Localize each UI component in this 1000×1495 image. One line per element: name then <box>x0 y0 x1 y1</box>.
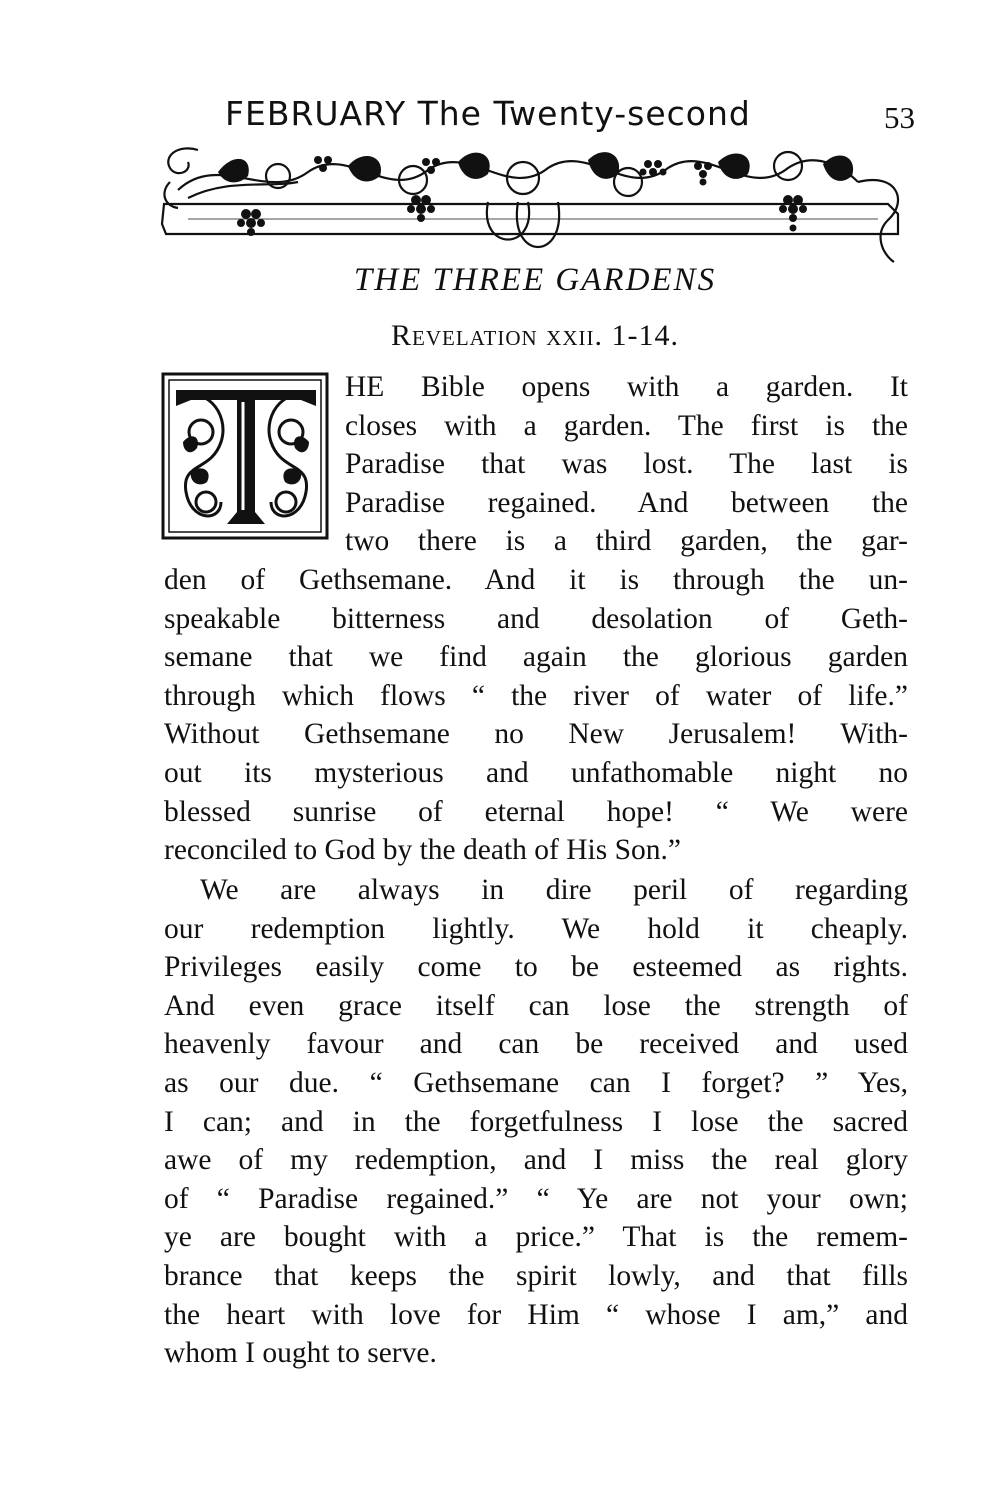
text-line: ye are bought with a price.” That is the remem- <box>164 1221 908 1254</box>
text-line: den of Gethsemane. And it is through the un- <box>164 564 908 596</box>
text-line: as our due. “ Gethsemane can I forget? ” Yes, <box>164 1066 908 1099</box>
text-line: awe of my redemption, and I miss the real glory <box>164 1144 908 1177</box>
text-line: closes with a garden. The first is the <box>345 409 908 442</box>
text-line: brance that keeps the spirit lowly, and that fills <box>164 1259 908 1292</box>
text-line: Privileges easily come to be esteemed as rights. <box>164 951 908 984</box>
chapter-title: THE THREE GARDENS <box>353 262 717 298</box>
text-line: our redemption lightly. We hold it cheaply. <box>164 912 908 945</box>
paragraph-2 <box>164 871 908 1373</box>
scripture-reference: Revelation xxii. 1-14. <box>391 319 679 352</box>
text-line: Without Gethsemane no New Jerusalem! With- <box>164 718 908 751</box>
text-line: the heart with love for Him “ whose I am,” and <box>164 1298 908 1331</box>
text-line: Paradise regained. And between the <box>345 486 908 519</box>
text-line: whom I ought to serve. <box>164 1337 437 1370</box>
text-line: through which flows “ the river of water of life.” <box>164 679 908 712</box>
running-head <box>225 86 915 146</box>
paragraph-1 <box>164 561 908 870</box>
text-line: speakable bitterness and desolation of Geth- <box>164 602 908 635</box>
text-line: We are always in dire peril of regarding <box>200 874 908 906</box>
text-line: semane that we find again the glorious garden <box>164 641 908 674</box>
text-line: And even grace itself can lose the strength of <box>164 989 908 1022</box>
page-number: 53 <box>884 100 915 135</box>
text-line: two there is a third garden, the gar- <box>345 525 908 558</box>
text-line: of “ Paradise regained.” “ Ye are not your own; <box>164 1182 908 1215</box>
text-line: out its mysterious and unfathomable night no <box>164 756 908 789</box>
paragraph-1-wrapped <box>345 368 908 561</box>
text-line: Paradise that was lost. The last is <box>345 448 908 481</box>
text-line: blessed sunrise of eternal hope! “ We were <box>164 795 908 828</box>
running-title: FEBRUARY The Twenty-second <box>225 94 751 133</box>
grapevine-banner-ornament <box>158 142 906 267</box>
text-line: heavenly favour and can be received and used <box>164 1028 908 1061</box>
text-line: I can; and in the forgetfulness I lose the sacred <box>164 1105 908 1138</box>
drop-cap-t-ornament <box>161 372 331 542</box>
text-line: HE Bible opens with a garden. It <box>345 371 908 403</box>
text-line: reconciled to God by the death of His Son.” <box>164 834 681 867</box>
